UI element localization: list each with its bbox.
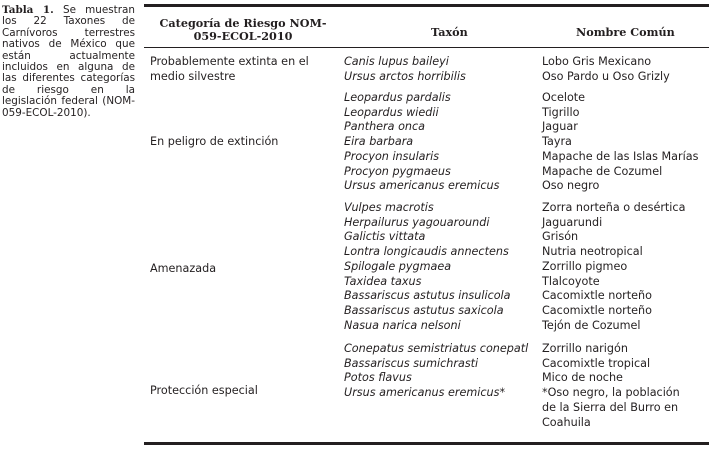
taxon-name: Herpailurus yagouaroundi bbox=[344, 215, 490, 229]
table-caption bbox=[2, 5, 135, 119]
taxon-name: Canis lupus baileyi bbox=[344, 55, 449, 68]
header-category: Categoría de Riesgo NOM-059-ECOL-2010 bbox=[159, 16, 327, 43]
common-name: *Oso negro, la población de la Sierra del Burro en Coahuila bbox=[542, 386, 680, 429]
taxon-name: Bassariscus sumichrasti bbox=[344, 356, 479, 370]
common-name: Grisón bbox=[542, 230, 579, 244]
caption-text: Se muestran los 22 Taxones de Carnívoros terrestres nativos de México que están actualmente incluidos en alguna de las diferentes categorías de riesgo en la legislación federal (NOM-059-ECOL-2010). bbox=[2, 4, 135, 119]
table-header-rule bbox=[144, 47, 709, 48]
common-name-cell bbox=[542, 201, 704, 333]
common-name: Zorrillo narigón bbox=[542, 342, 628, 355]
common-name: Cacomixtle tropical bbox=[542, 356, 651, 370]
common-name: Jaguar bbox=[542, 120, 578, 134]
taxon-cell bbox=[344, 91, 499, 194]
common-name: Mapache de las Islas Marías bbox=[542, 149, 699, 163]
category-cell: Amenazada bbox=[150, 262, 217, 275]
taxon-name: Lontra longicaudis annectens bbox=[344, 245, 509, 259]
table-bottom-rule bbox=[144, 442, 709, 445]
taxon-name: Spilogale pygmaea bbox=[344, 259, 452, 273]
category-cell: Probablemente extinta en el medio silvestre bbox=[150, 55, 309, 83]
taxon-name: Ursus arctos horribilis bbox=[344, 69, 466, 83]
common-name-cell bbox=[542, 91, 704, 194]
taxon-name: Leopardus wiedii bbox=[344, 105, 439, 119]
common-name: Nutria neotropical bbox=[542, 245, 643, 259]
category-cell: Protección especial bbox=[150, 384, 258, 397]
common-name: Zorrillo pigmeo bbox=[542, 259, 628, 273]
taxon-name: Taxidea taxus bbox=[344, 274, 422, 288]
header-taxon: Taxón bbox=[431, 25, 468, 39]
taxon-cell bbox=[344, 342, 528, 401]
taxon-name: Bassariscus astutus insulicola bbox=[344, 289, 511, 303]
common-name-cell bbox=[542, 342, 692, 430]
common-name: Tlalcoyote bbox=[542, 274, 600, 288]
taxon-name: Panthera onca bbox=[344, 120, 426, 134]
common-name: Tayra bbox=[542, 135, 572, 149]
table-header bbox=[144, 7, 709, 47]
taxon-cell bbox=[344, 55, 466, 84]
common-name: Jaguarundi bbox=[542, 215, 603, 229]
common-name: Lobo Gris Mexicano bbox=[542, 55, 652, 68]
taxon-name: Procyon pygmaeus bbox=[344, 164, 451, 178]
common-name: Ocelote bbox=[542, 91, 586, 104]
taxon-name: Ursus americanus eremicus bbox=[344, 179, 500, 193]
common-name: Oso Pardo u Oso Grizly bbox=[542, 69, 670, 83]
taxon-name: Leopardus pardalis bbox=[344, 91, 451, 104]
taxon-name: Galictis vittata bbox=[344, 230, 426, 244]
common-name: Cacomixtle norteño bbox=[542, 289, 652, 303]
taxon-name: Bassariscus astutus saxicola bbox=[344, 303, 504, 317]
taxon-name: Ursus americanus eremicus* bbox=[344, 386, 506, 400]
common-name: Tejón de Cozumel bbox=[542, 318, 641, 332]
risk-table bbox=[144, 4, 709, 446]
common-name: Oso negro bbox=[542, 179, 600, 193]
common-name: Zorra norteña o desértica bbox=[542, 201, 686, 214]
common-name-cell bbox=[542, 55, 704, 84]
category-cell: En peligro de extinción bbox=[150, 135, 279, 148]
caption-label: Tabla 1. bbox=[2, 4, 54, 16]
taxon-name: Procyon insularis bbox=[344, 149, 440, 163]
common-name: Mapache de Cozumel bbox=[542, 164, 663, 178]
taxon-name: Conepatus semistriatus conepatl bbox=[344, 342, 529, 355]
header-common-name: Nombre Común bbox=[576, 25, 675, 39]
common-name: Tigrillo bbox=[542, 105, 580, 119]
common-name: Cacomixtle norteño bbox=[542, 303, 652, 317]
taxon-name: Vulpes macrotis bbox=[344, 201, 434, 214]
taxon-name: Potos flavus bbox=[344, 371, 412, 385]
taxon-cell bbox=[344, 201, 511, 333]
common-name: Mico de noche bbox=[542, 371, 623, 385]
taxon-name: Nasua narica nelsoni bbox=[344, 318, 461, 332]
taxon-name: Eira barbara bbox=[344, 135, 414, 149]
